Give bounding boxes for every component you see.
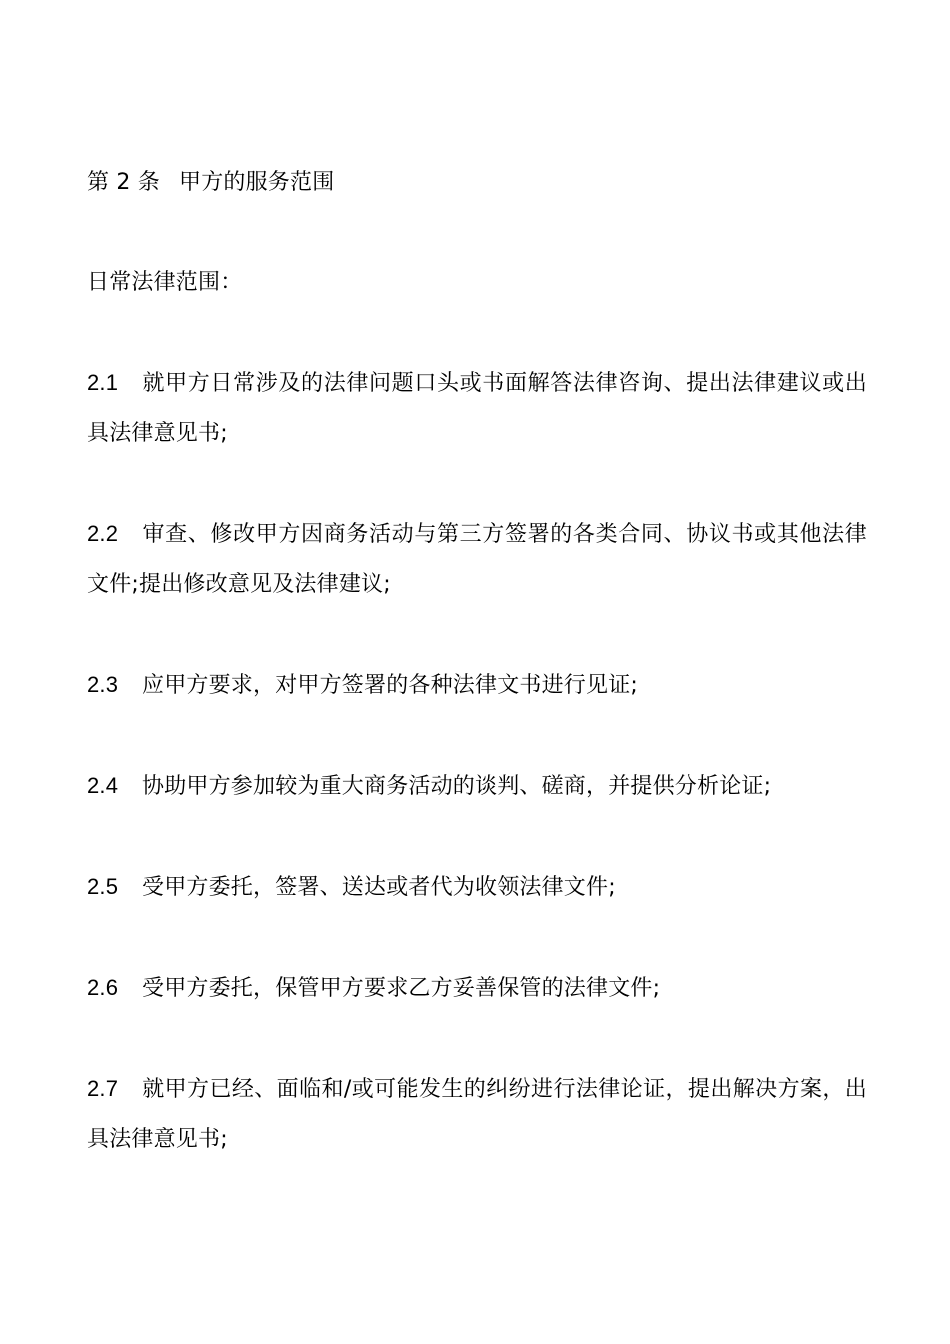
item-number: 2.2 xyxy=(87,521,119,546)
item-text: 就甲方日常涉及的法律问题口头或书面解答法律咨询、提出法律建议或出具法律意见书; xyxy=(87,371,867,446)
item-text: 审查、修改甲方因商务活动与第三方签署的各类合同、协议书或其他法律文件;提出修改意见及法律建议; xyxy=(87,522,867,597)
item-number: 2.7 xyxy=(87,1076,119,1101)
document-body xyxy=(87,158,867,1215)
article-number: 第 2 条 xyxy=(87,170,160,195)
item-number: 2.4 xyxy=(87,773,119,798)
item-text: 受甲方委托，签署、送达或者代为收领法律文件; xyxy=(142,875,616,900)
list-item xyxy=(87,1064,867,1165)
item-number: 2.1 xyxy=(87,370,119,395)
item-text: 应甲方要求，对甲方签署的各种法律文书进行见证; xyxy=(142,673,639,698)
article-heading xyxy=(87,158,867,208)
list-item xyxy=(87,862,867,913)
list-item xyxy=(87,358,867,459)
article-title: 甲方的服务范围 xyxy=(179,170,335,195)
list-item xyxy=(87,660,867,711)
item-text: 就甲方已经、面临和/或可能发生的纠纷进行法律论证，提出解决方案，出具法律意见书; xyxy=(87,1077,867,1152)
list-item xyxy=(87,761,867,812)
item-text: 受甲方委托，保管甲方要求乙方妥善保管的法律文件; xyxy=(142,976,661,1001)
item-number: 2.3 xyxy=(87,672,119,697)
list-item xyxy=(87,963,867,1014)
list-item xyxy=(87,509,867,610)
section-subheading: 日常法律范围： xyxy=(87,270,243,295)
item-number: 2.5 xyxy=(87,874,119,899)
item-number: 2.6 xyxy=(87,975,119,1000)
item-text: 协助甲方参加较为重大商务活动的谈判、磋商，并提供分析论证; xyxy=(142,774,772,799)
